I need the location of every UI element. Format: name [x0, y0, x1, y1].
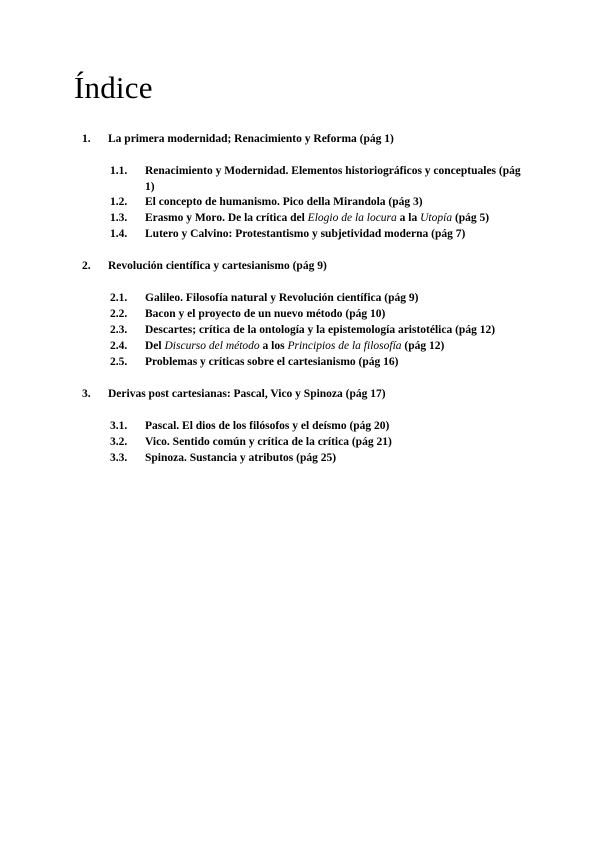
work-title-italic: Utopía [420, 212, 453, 224]
subsection-number: 1.1. [110, 165, 128, 177]
section-number: 1. [82, 133, 91, 145]
work-title-italic: Discurso del método [164, 340, 260, 352]
subsection-number: 3.1. [110, 420, 128, 432]
page-ref: (pág 12) [401, 340, 445, 352]
section-title: Revolución científica y cartesianismo (pág 9) [108, 260, 327, 272]
subsection-number: 1.3. [110, 212, 128, 224]
subsection-number: 3.2. [110, 436, 128, 448]
subsection-number: 2.3. [110, 324, 128, 336]
work-title-italic: Elogio de la locura [307, 212, 397, 224]
subsection-number: 1.2. [110, 196, 128, 208]
section-title: La primera modernidad; Renacimiento y Reforma (pág 1) [108, 133, 394, 145]
title-text: Erasmo y Moro. De la crítica del [145, 212, 308, 224]
subsection-number: 2.2. [110, 308, 128, 320]
section-number: 3. [82, 388, 91, 400]
subsection-title: Pascal. El dios de los filósofos y el deísmo (pág 20) [145, 420, 390, 432]
section-number: 2. [82, 260, 91, 272]
work-title-italic: Principios de la filosofía [287, 340, 402, 352]
subsection-title: El concepto de humanismo. Pico della Mirandola (pág 3) [145, 196, 423, 208]
subsection-number: 2.4. [110, 340, 128, 352]
section-title: Derivas post cartesianas: Pascal, Vico y Spinoza (pág 17) [108, 388, 386, 400]
page-title: Índice [74, 70, 153, 105]
subsection-number: 3.3. [110, 452, 128, 464]
subsection-number: 1.4. [110, 228, 128, 240]
subsection-title: Bacon y el proyecto de un nuevo método (pág 10) [145, 308, 386, 320]
title-text: a los [259, 340, 288, 352]
subsection-title: Problemas y críticas sobre el cartesianismo (pág 16) [145, 356, 399, 368]
subsection-title: Descartes; crítica de la ontología y la epistemología aristotélica (pág 12) [145, 324, 496, 336]
subsection-title: Spinoza. Sustancia y atributos (pág 25) [145, 452, 337, 464]
subsection-title [145, 339, 530, 355]
subsection-number: 2.5. [110, 356, 128, 368]
subsection-number: 2.1. [110, 292, 128, 304]
title-text: a la [396, 212, 421, 224]
title-text: Del [145, 340, 165, 352]
subsection-title: Lutero y Calvino: Protestantismo y subjetividad moderna (pág 7) [145, 228, 466, 240]
page-ref: (pág 5) [452, 212, 490, 224]
subsection-title: Renacimiento y Modernidad. Elementos historiográficos y conceptuales (pág 1) [145, 165, 521, 193]
subsection-title [145, 211, 530, 227]
subsection-title: Galileo. Filosofía natural y Revolución científica (pág 9) [145, 292, 419, 304]
subsection-title: Vico. Sentido común y crítica de la crítica (pág 21) [145, 436, 392, 448]
